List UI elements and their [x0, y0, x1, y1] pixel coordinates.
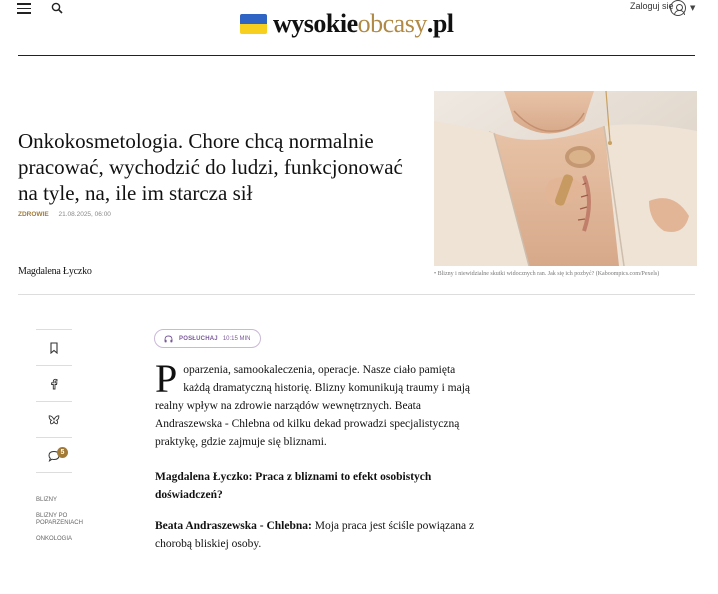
headphones-icon — [164, 335, 173, 343]
bookmark-icon — [48, 342, 60, 354]
image-caption-text: Blizny i niewidzialne skutki widocznych ran. Jak się ich pozbyć? (Kaboompics.com/Pexels) — [437, 271, 660, 277]
header-divider — [18, 55, 695, 56]
answer-text: Moja praca jest ściśle powiązana z chorobą bliskiej osoby. — [155, 520, 475, 550]
listen-label: POSŁUCHAJ — [179, 335, 218, 342]
ukraine-flag-icon — [240, 14, 267, 34]
lead-text: oparzenia, samookaleczenia, operacje. Nasze ciało pamięta każdą dramatyczną historię. Blizny komunikują traumy i mają realny wpływ na zdrowie narządów wewnętrznych. Beata Andraszewska - Chlebna od kilku dekad prowadzi specjalistyczną praktykę, gdzie zajmuje się bliznami. — [155, 364, 471, 448]
menu-icon[interactable] — [17, 3, 31, 14]
logo-part-wysokie: wysokie — [273, 9, 358, 38]
image-caption: • Blizny i niewidzialne skutki widocznych ran. Jak się ich pozbyć? (Kaboompics.com/Pexels) — [434, 271, 660, 277]
search-icon[interactable] — [51, 2, 63, 14]
author-name[interactable]: Magdalena Łyczko — [18, 266, 92, 277]
article-lead — [155, 356, 475, 451]
article-meta — [18, 211, 111, 218]
interview-question: Magdalena Łyczko: Praca z bliznami to efekt osobistych doświadczeń? — [155, 471, 432, 501]
tag-link[interactable]: BLIZNY PO POPARZENIACH — [36, 513, 83, 526]
tag-link[interactable]: BLIZNY — [36, 497, 58, 503]
user-icon[interactable] — [670, 0, 686, 16]
site-logo[interactable] — [240, 8, 454, 40]
listen-button[interactable] — [154, 329, 261, 348]
facebook-share-button[interactable] — [36, 365, 72, 401]
top-bar — [0, 0, 718, 56]
chevron-down-icon[interactable]: ▼ — [690, 4, 696, 12]
answer-speaker: Beata Andraszewska - Chlebna: — [155, 520, 312, 532]
tag-link[interactable]: ONKOLOGIA — [36, 536, 73, 542]
bluesky-share-button[interactable] — [36, 401, 72, 437]
logo-part-pl: .pl — [426, 9, 454, 38]
facebook-icon — [48, 378, 60, 390]
logo-part-obcasy: obcasy — [357, 9, 427, 38]
publish-date: 21.08.2025, 06:00 — [58, 211, 111, 218]
section-divider — [18, 294, 695, 295]
share-toolbar — [36, 329, 72, 473]
login-link[interactable]: Zaloguj się — [630, 1, 674, 11]
listen-duration: 10:15 MIN — [222, 335, 251, 342]
category-link[interactable]: ZDROWIE — [18, 211, 49, 218]
comments-button[interactable] — [36, 437, 72, 473]
article-title: Onkokosmetologia. Chore chcą normalnie pracować, wychodzić do ludzi, funkcjonować na tyle, na, ile im starcza sił — [18, 129, 403, 205]
interview-answer — [155, 517, 475, 553]
comment-count-badge: 5 — [57, 447, 68, 458]
tag-list — [36, 497, 96, 552]
butterfly-icon — [48, 414, 60, 426]
article-image — [434, 91, 697, 266]
drop-cap: P — [155, 356, 178, 401]
bookmark-button[interactable] — [36, 329, 72, 365]
